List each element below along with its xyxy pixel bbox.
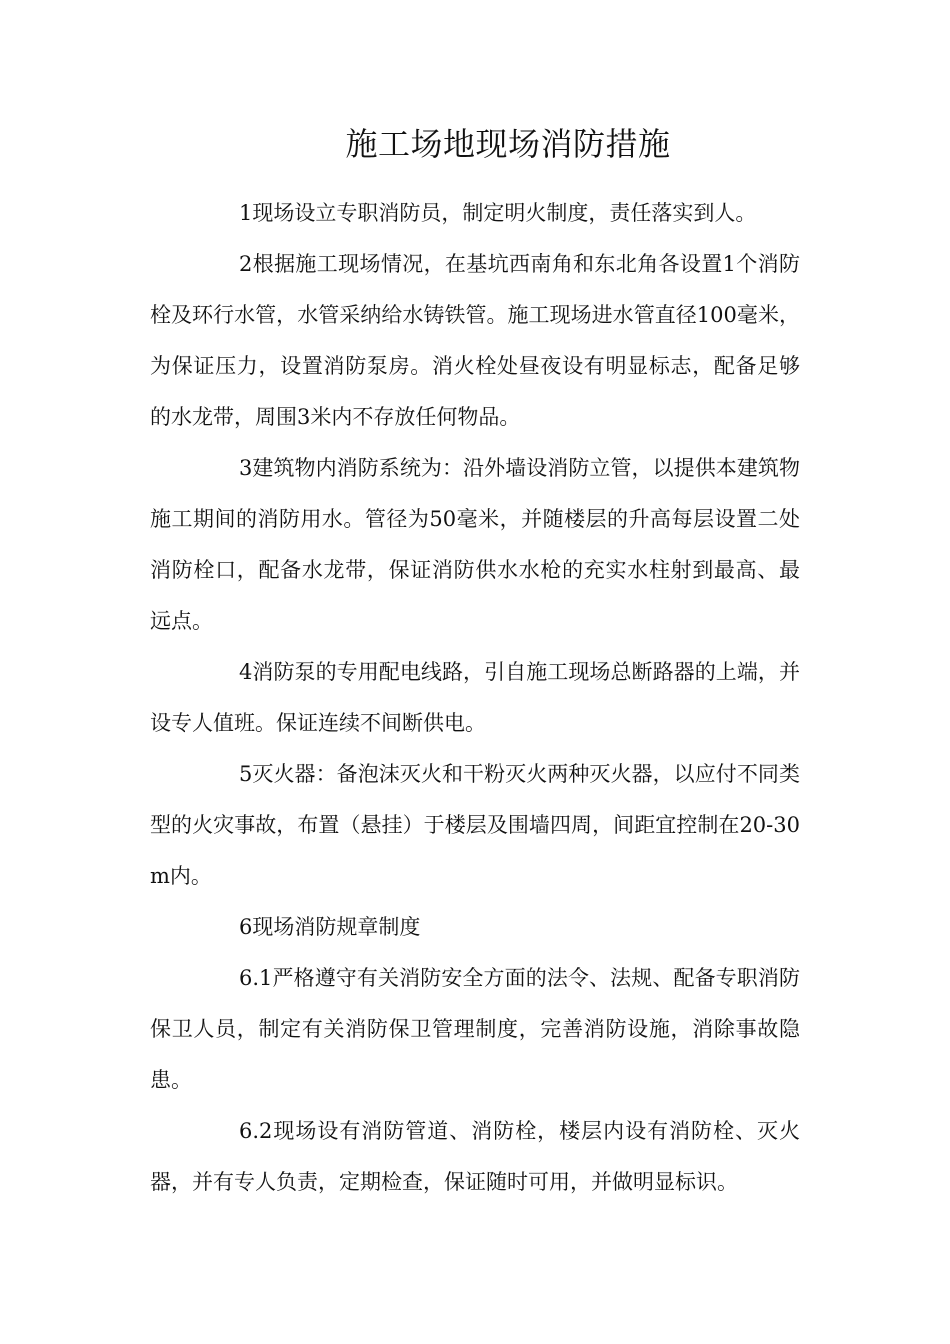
paragraph-6-1: 6.1严格遵守有关消防安全方面的法令、法规、配备专职消防保卫人员，制定有关消防保卫管理制度，完善消防设施，消除事故隐患。 — [150, 966, 800, 1092]
paragraph-1: 1现场设立专职消防员，制定明火制度，责任落实到人。 — [239, 201, 757, 225]
paragraph-2: 2根据施工现场情况，在基坑西南角和东北角各设置1个消防栓及环行水管，水管采纳给水铸铁管。施工现场进水管直径100毫米，为保证压力，设置消防泵房。消火栓处昼夜设有明显标志，配备足够的水龙带，周围3米内不存放任何物品。 — [150, 252, 800, 429]
paragraph-3: 3建筑物内消防系统为：沿外墙设消防立管，以提供本建筑物施工期间的消防用水。管径为50毫米，并随楼层的升高每层设置二处消防栓口，配备水龙带，保证消防供水水枪的充实水柱射到最高、最远点。 — [150, 456, 800, 633]
paragraph-6-heading: 6现场消防规章制度 — [239, 915, 421, 939]
paragraph-5: 5灭火器：备泡沫灭火和干粉灭火两种灭火器，以应付不同类型的火灾事故，布置（悬挂）于楼层及围墙四周，间距宜控制在20-30m内。 — [150, 762, 800, 888]
document-title: 施工场地现场消防措施 — [345, 125, 671, 163]
paragraph-4: 4消防泵的专用配电线路，引自施工现场总断路器的上端，并设专人值班。保证连续不间断供电。 — [150, 660, 800, 735]
document-body — [150, 188, 800, 1208]
paragraph-6-2: 6.2现场设有消防管道、消防栓，楼层内设有消防栓、灭火器，并有专人负责，定期检查，保证随时可用，并做明显标识。 — [150, 1119, 800, 1194]
